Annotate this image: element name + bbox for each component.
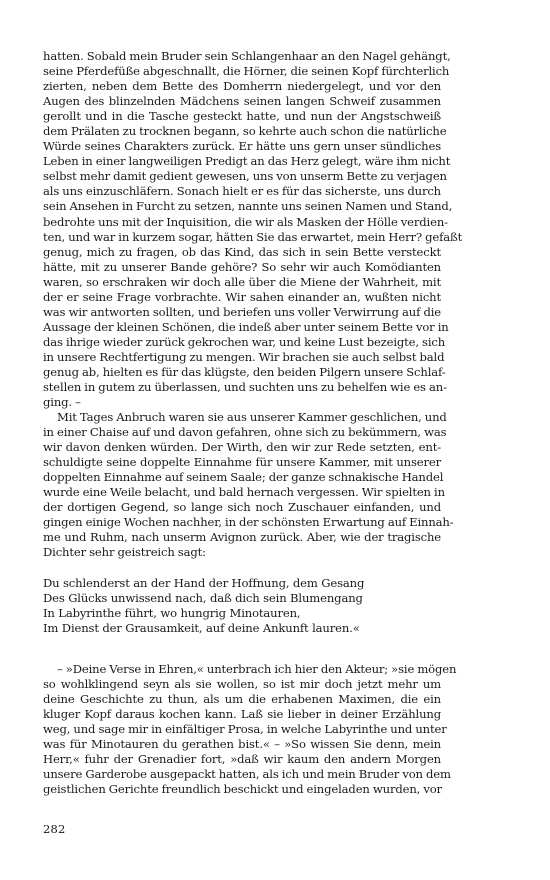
text-line: wir davon denken würden. Der Wirth, den wir zur Rede setzten, ent- [43, 440, 441, 455]
text-line: Dichter sehr geistreich sagt: [43, 545, 206, 560]
text-line: bedrohte uns mit der Inquisition, die wir als Masken der Hölle verdien- [43, 214, 448, 229]
text-line: gerollt und in die Tasche gesteckt hatte, und nun der Angstschweiß [43, 109, 441, 124]
text-line: waren, so erschraken wir doch alle über die Miene der Wahrheit, mit [43, 274, 441, 289]
verse-line: Des Glücks unwissend nach, daß dich sein Blumengang [43, 591, 363, 606]
verse-line: Im Dienst der Grausamkeit, auf deine Ankunft lauren.« [43, 621, 360, 636]
text-line: – »Deine Verse in Ehren,« unterbrach ich hier den Akteur; »sie mögen [57, 662, 457, 676]
text-line: ten, und war in kurzem sogar, hätten Sie das erwartet, mein Herr? gefaßt [43, 229, 463, 244]
text-line: kluger Kopf daraus kochen kann. Laß sie lieber in deiner Erzählung [43, 707, 441, 722]
verse-line: In Labyrinthe führt, wo hungrig Minotauren, [43, 606, 301, 621]
text-line: weg, und sage mir in einfältiger Prosa, in welche Labyrinthe und unter [43, 722, 447, 737]
text-line: in unsere Rechtfertigung zu mengen. Wir brachen sie auch selbst bald [43, 349, 445, 364]
text-line: doppelten Einnahme auf seinem Saale; der ganze schnakische Handel [43, 470, 444, 485]
text-line: Herr,« fuhr der Grenadier fort, »daß wir kaum den andern Morgen [43, 752, 441, 767]
text-line: der er seine Frage vorbrachte. Wir sahen einander an, wußten nicht [43, 289, 441, 304]
text-line: der dortigen Gegend, so lange sich noch Zuschauer einfanden, und [43, 500, 441, 515]
text-line: Leben in einer langweiligen Predigt an das Herz gelegt, wäre ihm nicht [43, 154, 451, 169]
verse-quotation [43, 576, 441, 636]
text-line: zierten, neben dem Bette des Domherrn niedergelegt, und vor den [43, 79, 441, 94]
text-line: schuldigte seine doppelte Einnahme für unsere Kammer, mit unserer [43, 455, 441, 470]
text-line: selbst mehr damit gedient gewesen, uns von unserm Bette zu verjagen [43, 169, 447, 184]
text-line: dem Prälaten zu trocknen begann, so kehrte auch schon die natürliche [43, 124, 447, 139]
text-line: wurde eine Weile belacht, und bald hernach vergessen. Wir spielten in [43, 485, 445, 500]
text-line: seine Pferdefüße abgeschnallt, die Hörner, die seinen Kopf fürchterlich [43, 64, 450, 79]
text-line: hatten. Sobald mein Bruder sein Schlangenhaar an den Nagel gehängt, [43, 49, 451, 63]
text-line: me und Ruhm, nach unserm Avignon zurück. Aber, wie der tragische [43, 530, 441, 545]
paragraph-1 [43, 49, 463, 410]
text-line: gingen einige Wochen nachher, in der schönsten Erwartung auf Einnah- [43, 515, 454, 530]
text-line: das ihrige wieder zurück gekrochen war, und keine Lust bezeigte, sich [43, 334, 446, 349]
text-line: sein Ansehen in Furcht zu setzen, nannte uns seinen Namen und Stand, [43, 199, 453, 214]
text-line: unsere Garderobe ausgepackt hatten, als ich und mein Bruder von dem [43, 767, 451, 782]
paragraph-3 [43, 662, 457, 797]
text-line: genug, mich zu fragen, ob das Kind, das sich in sein Bette versteckt [43, 244, 441, 259]
text-line: hätte, mit zu unserer Bande gehöre? So sehr wir auch Komödianten [43, 259, 441, 274]
verse-line: Du schlenderst an der Hand der Hoffnung, dem Gesang [43, 576, 365, 590]
text-line: geistlichen Gerichte freundlich beschickt und eingeladen wurden, vor [43, 782, 442, 797]
text-line: deine Geschichte zu thun, als um die erhabenen Maximen, die ein [43, 692, 441, 707]
text-line: als uns einzuschläfern. Sonach hielt er es für das sicherste, uns durch [43, 184, 441, 199]
text-line: was für Minotauren du gerathen bist.« – »So wissen Sie denn, mein [43, 737, 441, 752]
text-line: Augen des blinzelnden Mädchens seinen langen Schweif zusammen [43, 94, 441, 109]
page-number: 282 [43, 822, 66, 836]
text-line: Würde seines Charakters zurück. Er hätte uns gern unser sündliches [43, 139, 441, 154]
text-line: Aussage der kleinen Schönen, die indeß aber unter seinem Bette vor in [43, 319, 449, 334]
text-line: ging. – [43, 395, 81, 410]
text-line: in einer Chaise auf und davon gefahren, ohne sich zu bekümmern, was [43, 425, 447, 440]
text-line: Mit Tages Anbruch waren sie aus unserer Kammer geschlichen, und [57, 410, 447, 424]
paragraph-2 [43, 410, 454, 560]
text-line: genug ab, hielten es für das klügste, den beiden Pilgern unsere Schlaf- [43, 364, 446, 379]
text-line: so wohlklingend seyn als sie wollen, so ist mir doch jetzt mehr um [43, 677, 441, 692]
text-line: stellen in gutem zu überlassen, und suchten uns zu behelfen wie es an- [43, 380, 447, 395]
text-line: was wir antworten sollten, und beriefen uns voller Verwirrung auf die [43, 304, 441, 319]
